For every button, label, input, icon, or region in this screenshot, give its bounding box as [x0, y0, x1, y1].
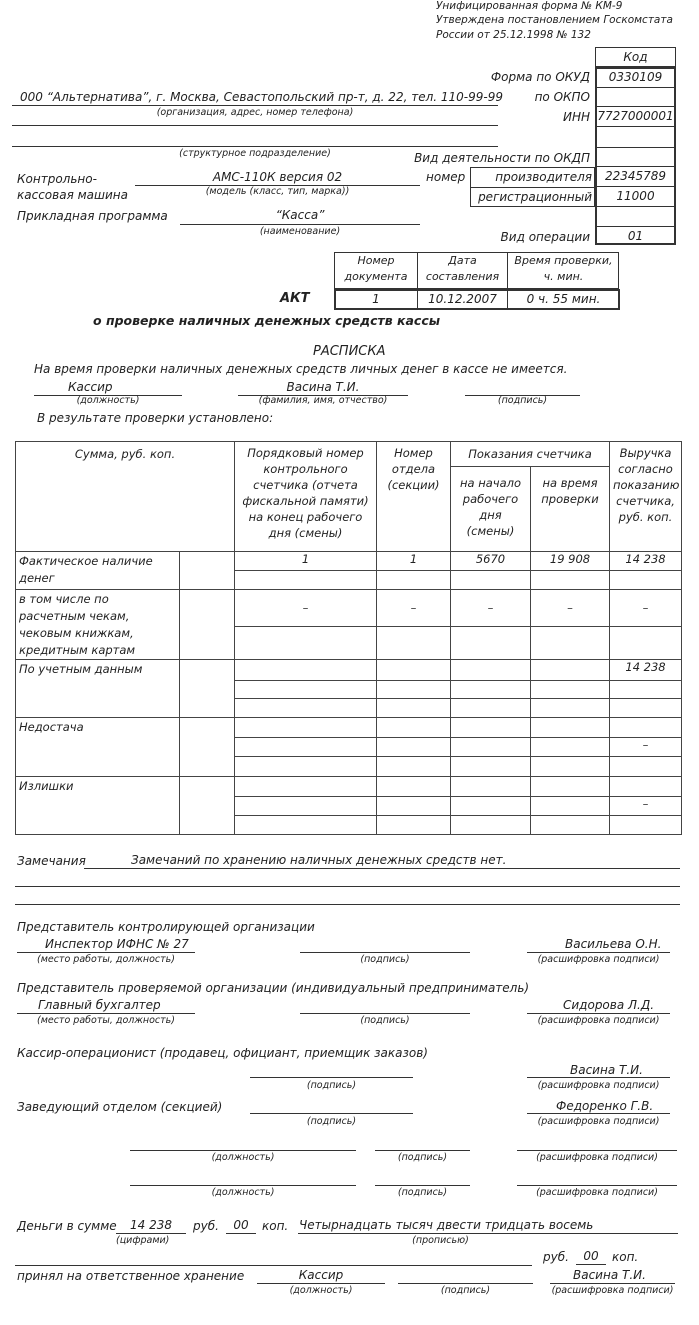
checked-label: Представитель проверяемой организации (индивидуальный предприниматель)	[17, 981, 530, 995]
okud-value: 0330109	[608, 70, 663, 84]
controller-place-caption: (место работы, должность)	[36, 954, 175, 965]
doc-date-header: Дата составления	[425, 254, 500, 283]
cashier-sign-caption: (подпись)	[306, 1080, 357, 1091]
kkm-value: АМС-110К версия 02	[212, 170, 343, 184]
money-kop-label: коп.	[262, 1219, 289, 1233]
checked-name: Сидорова Л.Д.	[563, 998, 655, 1012]
registration-value: 11000	[616, 189, 655, 203]
controller-decode-caption: (расшифровка подписи)	[537, 954, 660, 965]
blank1-sign-caption: (подпись)	[397, 1152, 448, 1163]
head-label: Заведующий отделом (секцией)	[17, 1100, 223, 1114]
row-checks-seq: –	[235, 590, 377, 627]
codes-box	[595, 67, 676, 245]
program-caption: (наименование)	[259, 226, 341, 237]
form-line-3: России от 25.12.1998 № 132	[436, 29, 591, 41]
controller-position: Инспектор ИФНС № 27	[45, 937, 189, 951]
accepted-name: Васина Т.И.	[573, 1268, 646, 1282]
receipt-position: Кассир	[68, 380, 113, 394]
row-checks-start: –	[451, 590, 531, 627]
nomer-label: номер	[426, 170, 466, 184]
th-dept: Номер отдела (секции)	[377, 442, 451, 552]
form-line-1: Унифицированная форма № КМ-9	[436, 0, 623, 12]
row-checks-time: –	[531, 590, 610, 627]
okpo-label: по ОКПО	[534, 90, 590, 104]
result-text: В результате проверки установлено:	[37, 411, 274, 425]
row-actual-dept: 1	[377, 552, 451, 571]
receipt-sign-caption: (подпись)	[497, 395, 548, 406]
row-actual-start: 5670	[451, 552, 531, 571]
program-label: Прикладная программа	[17, 209, 168, 223]
receipt-title: РАСПИСКА	[313, 344, 386, 359]
row-actual-seq: 1	[235, 552, 377, 571]
row-surplus-label: Излишки	[16, 777, 180, 835]
blank1-position-caption: (должность)	[211, 1152, 275, 1163]
okud-label: Форма по ОКУД	[490, 70, 590, 84]
operation-value: 01	[627, 229, 644, 243]
results-table	[15, 441, 682, 835]
accepted-sign-caption: (подпись)	[440, 1285, 491, 1296]
row-records-label: По учетным данным	[16, 660, 180, 718]
kkm-caption: (модель (класс, тип, марка))	[205, 186, 350, 197]
cashier-label: Кассир-операционист (продавец, официант, приемщик заказов)	[17, 1046, 428, 1060]
row-checks-label: в том числе по расчетным чекам, чековым книжкам, кредитным картам	[16, 590, 180, 660]
receipt-name: Васина Т.И.	[286, 380, 360, 394]
money-rub-label: руб.	[193, 1219, 219, 1233]
row-actual-time: 19 908	[531, 552, 610, 571]
controller-label: Представитель контролирующей организации	[17, 920, 315, 934]
money-kop2-label: коп.	[612, 1250, 639, 1264]
money-words: Четырнадцать тысяч двести тридцать восемь	[299, 1218, 594, 1232]
cashier-name: Васина Т.И.	[570, 1063, 643, 1077]
doc-num-value: 1	[372, 292, 380, 306]
doc-num-header: Номер документа	[344, 254, 408, 283]
checked-position: Главный бухгалтер	[38, 998, 161, 1012]
blank2-sign-caption: (подпись)	[397, 1187, 448, 1198]
registration-label: регистрационный	[478, 190, 592, 204]
operation-label: Вид операции	[500, 230, 590, 244]
division-caption: (структурное подразделение)	[179, 148, 331, 159]
th-time: на время проверки	[531, 467, 610, 552]
row-checks-dept: –	[377, 590, 451, 627]
receipt-text: На время проверки наличных денежных средств личных денег в кассе не имеется.	[34, 362, 568, 376]
org-name: 000 “Альтернатива”, г. Москва, Севастопольский пр-т, д. 22, тел. 110-99-99	[20, 90, 503, 104]
kkm-label-1: Контрольно-	[17, 172, 97, 186]
money-digits-caption: (цифрами)	[116, 1235, 170, 1246]
head-sign-caption: (подпись)	[306, 1116, 357, 1127]
blank1-decode-caption: (расшифровка подписи)	[536, 1152, 658, 1163]
org-caption: (организация, адрес, номер телефона)	[156, 107, 354, 118]
row-shortage-label: Недостача	[16, 718, 180, 777]
row-surplus-revenue: –	[610, 797, 682, 816]
blank2-position-caption: (должность)	[211, 1187, 275, 1198]
okdp-label: Вид деятельности по ОКДП	[414, 151, 590, 165]
remarks-value: Замечаний по хранению наличных денежных средств нет.	[131, 853, 507, 867]
head-name: Федоренко Г.В.	[556, 1099, 654, 1113]
kkm-label-2: кассовая машина	[17, 188, 128, 202]
checked-place-caption: (место работы, должность)	[36, 1015, 175, 1026]
kod-label: Код	[623, 50, 648, 64]
controller-sign-caption: (подпись)	[360, 954, 410, 965]
kod-header-cell	[595, 47, 676, 67]
doc-date-value: 10.12.2007	[428, 292, 497, 306]
act-title: АКТ	[280, 291, 310, 306]
row-actual-label: Фактическое наличие денег	[16, 552, 180, 590]
th-start: на начало рабочего дня (смены)	[451, 467, 531, 552]
money-label: Деньги в сумме	[17, 1219, 117, 1233]
inn-label: ИНН	[562, 110, 590, 124]
controller-name: Васильева О.Н.	[565, 937, 662, 951]
cashier-decode-caption: (расшифровка подписи)	[537, 1080, 660, 1091]
remarks-label: Замечания	[17, 854, 86, 868]
th-revenue: Выручка согласно показанию счетчика, руб. коп.	[610, 442, 682, 552]
manufacturer-value: 22345789	[604, 169, 667, 183]
checked-sign-caption: (подпись)	[360, 1015, 410, 1026]
doc-time-value: 0 ч. 55 мин.	[526, 292, 601, 306]
program-value: “Касса”	[275, 208, 325, 222]
th-counter: Показания счетчика	[451, 442, 610, 467]
blank2-decode-caption: (расшифровка подписи)	[536, 1187, 658, 1198]
money-kop2-value: 00	[583, 1249, 599, 1263]
row-records-revenue: 14 238	[610, 660, 682, 681]
money-rub-value: 14 238	[130, 1218, 172, 1232]
inn-value: 7727000001	[597, 109, 674, 123]
receipt-position-caption: (должность)	[76, 395, 140, 406]
head-decode-caption: (расшифровка подписи)	[537, 1116, 660, 1127]
money-rub2-label: руб.	[543, 1250, 569, 1264]
checked-decode-caption: (расшифровка подписи)	[537, 1015, 660, 1026]
row-checks-revenue: –	[610, 590, 682, 627]
row-shortage-revenue: –	[610, 738, 682, 757]
accepted-label: принял на ответственное хранение	[17, 1269, 245, 1283]
manufacturer-label: производителя	[495, 170, 592, 184]
receipt-name-caption: (фамилия, имя, отчество)	[258, 395, 388, 406]
accepted-decode-caption: (расшифровка подписи)	[551, 1285, 674, 1296]
act-subtitle: о проверке наличных денежных средств кассы	[93, 313, 441, 328]
doc-time-header: Время проверки, ч. мин.	[514, 254, 613, 283]
th-seq: Порядковый номер контрольного счетчика (отчета фискальной памяти) на конец рабочего дня (смены)	[235, 442, 377, 552]
accepted-position-caption: (должность)	[289, 1285, 353, 1296]
money-words-caption: (прописью)	[412, 1235, 469, 1246]
row-actual-revenue: 14 238	[610, 552, 682, 571]
form-line-2: Утверждена постановлением Госкомстата	[436, 14, 673, 26]
money-kop-value: 00	[233, 1218, 249, 1232]
accepted-position: Кассир	[298, 1268, 344, 1282]
th-sum: Сумма, руб. коп.	[16, 442, 235, 552]
